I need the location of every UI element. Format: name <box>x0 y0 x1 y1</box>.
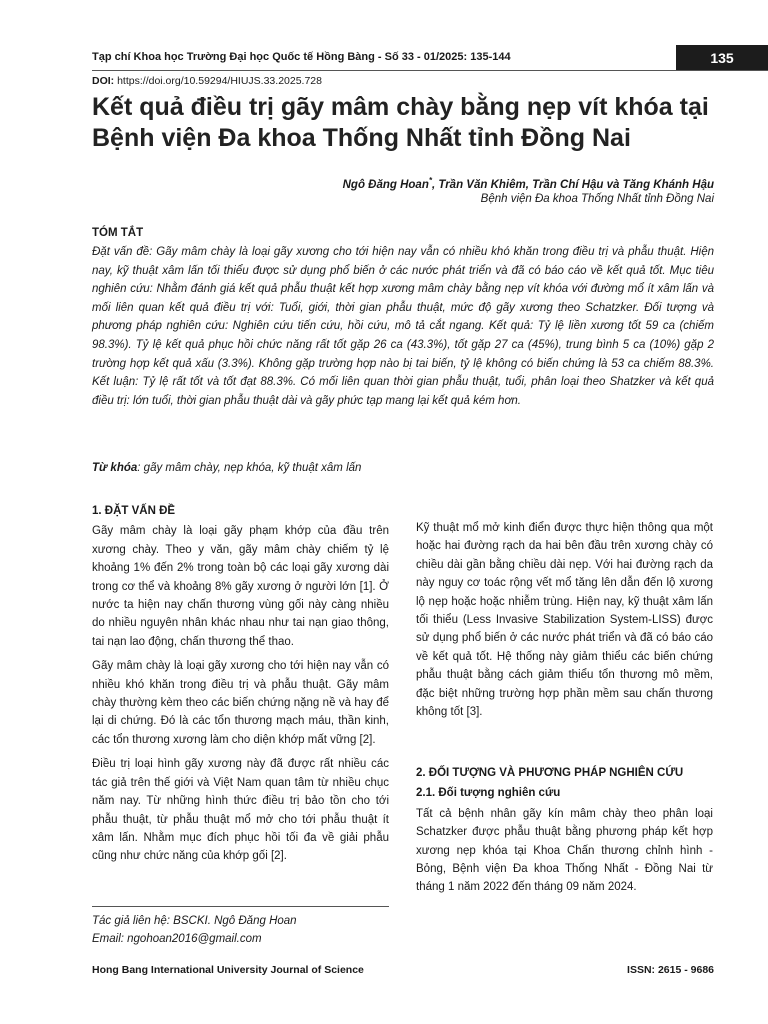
section1-heading: 1. ĐẶT VẤN ĐỀ <box>92 505 176 517</box>
coauthors: , Trần Văn Khiêm, Trần Chí Hậu và Tăng Khánh Hậu <box>431 178 714 191</box>
section1-paragraph-1: Gãy mâm chày là loại gãy phạm khớp của đầu trên xương chày. Theo y văn, gãy mâm chày chiếm tỷ lệ khoảng 1% đến 2% trong toàn bộ các loại gãy xương dài trong cơ thể và khoảng 8% gãy xương ở người lớn [1]. Ở nước ta hiện nay chấn thương vùng gối này càng nhiều do nhiều nguyên nhân khác nhau như tai nạn giao thông, tai nạn lao động, chấn thương thể thao. <box>92 525 389 648</box>
doi-link[interactable]: https://doi.org/10.59294/HIUJS.33.2025.728 <box>117 75 322 87</box>
doi-line <box>92 75 322 87</box>
section2-paragraph-1: Tất cả bệnh nhân gãy kín mâm chày theo phân loại Schatzker được phẫu thuật bằng phương pháp kết hợp xương nẹp khóa tại Khoa Chấn thương chỉnh hình - Bỏng, Bệnh viện Đa khoa Thống Nhất - Đồng Nai từ tháng 1 năm 2022 đến tháng 09 năm 2024. <box>416 807 713 894</box>
section1-paragraph-2: Gãy mâm chày là loại gãy xương cho tới hiện nay vẫn có nhiều khó khăn trong điều trị và phẫu thuật. Gãy mâm chày thường kèm theo các biến chứng nặng nề và hay để lại di chứng. Đó là các tổn thương mạch máu, thần kinh, các tổn thương xương làm cho diện khớp mất vững [2]. <box>92 660 389 746</box>
abstract-text: Đặt vấn đề: Gãy mâm chày là loại gãy xương cho tới hiện nay vẫn có nhiều khó khăn trong điều trị và phẫu thuật. Hiện nay, kỹ thuật xâm lấn tối thiểu được sử dụng phổ biến ở các nước phát triển và đã có báo cáo về kết quả tốt. Mục tiêu nghiên cứu: Nhằm đánh giá kết quả phẫu thuật kết hợp xương mâm chày bằng nẹp vít khóa với đường mổ ít xâm lấn và mối liên quan kết quả điều trị với: Tuổi, giới, thời gian phẫu thuật, mức độ gãy xương theo Schatzker. Đối tượng và phương pháp nghiên cứu: Nghiên cứu tiến cứu, hồi cứu, mô tả cắt ngang. Kết quả: Tỷ lệ liền xương tốt 59 ca (chiếm 98.3%). Tỷ lệ kết quả phục hồi chức năng rất tốt gặp 26 ca (43.3%), tốt gặp 27 ca (45%), trung bình 5 ca (10%) gặp 2 trường hợp kết quả xấu (3.3%). Không gặp trường hợp nào bị tai biến, tỷ lệ không có biến chứng là 53 ca chiếm 88.3%. Kết luận: Tỷ lệ rất tốt và tốt đạt 88.3%. Có mối liên quan thời gian phẫu thuật, tuổi, phân loại theo Shatzker và kết quả điều trị: lớn tuổi, thời gian phẫu thuật dài và gãy phức tạp mang lại kết quả kém hơn. <box>92 246 714 407</box>
keywords-label: Từ khóa <box>92 462 138 474</box>
section2-subheading: 2.1. Đối tượng nghiên cứu <box>416 787 561 800</box>
corresponding-author: Ngô Đăng Hoan <box>342 178 429 191</box>
footnote-email: Email: ngohoan2016@gmail.com <box>92 933 262 945</box>
footnote-divider <box>92 906 389 907</box>
keywords-text: : gãy mâm chày, nẹp khóa, kỹ thuật xâm lấn <box>137 462 362 474</box>
article-title: Kết quả điều trị gãy mâm chày bằng nẹp vít khóa tại Bệnh viện Đa khoa Thống Nhất tỉnh Đồng Nai <box>92 93 709 152</box>
left-column <box>92 502 389 872</box>
footer-journal: Hong Bang International University Journal of Science <box>92 964 364 976</box>
section2-heading: 2. ĐỐI TƯỢNG VÀ PHƯƠNG PHÁP NGHIÊN CỨU <box>416 767 684 779</box>
author-list <box>343 176 714 191</box>
abstract-heading: TÓM TẮT <box>92 227 144 239</box>
footnote <box>92 912 297 948</box>
page-number: 135 <box>676 45 768 71</box>
doi-label: DOI: <box>92 75 115 87</box>
footnote-contact: Tác giả liên hệ: BSCKI. Ngô Đăng Hoan <box>92 915 297 927</box>
header-divider <box>92 70 768 71</box>
section1-paragraph-3: Điều trị loại hình gãy xương này đã được rất nhiều các tác giả trên thế giới và Việt Nam quan tâm từ nhiều chục năm nay. Từ những hình thức điều trị bảo tồn cho tới phẫu thuật, từ phẫu thuật mổ mở cho tới phẫu thuật ít xâm lấn. Nhằm mục đích phục hồi tối đa về giải phẫu cũng như chức năng của khớp gối [2]. <box>92 758 389 863</box>
keywords <box>92 462 714 474</box>
right-column <box>416 519 713 727</box>
footer-issn: ISSN: 2615 - 9686 <box>627 964 714 976</box>
affiliation: Bệnh viện Đa khoa Thống Nhất tỉnh Đồng Nai <box>480 193 714 205</box>
journal-header: Tạp chí Khoa học Trường Đại học Quốc tế Hồng Bàng - Số 33 - 01/2025: 135-144 <box>92 51 511 63</box>
section2 <box>416 764 713 903</box>
section1-paragraph-4: Kỹ thuật mổ mở kinh điển được thực hiện thông qua một hoặc hai đường rạch da hai bên đầu trên xương chày có chiều dài gần bằng chiều dài nẹp. Với hai đường rạch da này nguy cơ toác rộng vết mổ tăng lên dẫn đến lộ xương lộ nẹp hoặc hoặc nhiễm trùng. Hiện nay, kỹ thuật xâm lấn tối thiểu (Less Invasive Stabilization System-LISS) được sử dụng phổ biến ở các nước phát triển và đã có báo cáo về kết quả tốt. Hệ thống này giảm thiểu các biến chứng phẫu thuật bằng cách giảm thiểu tổn thương mô mềm, đặc biệt những trường hợp phần mềm sau chấn thương không tốt [3]. <box>416 522 713 719</box>
author-marker: * <box>428 176 432 185</box>
